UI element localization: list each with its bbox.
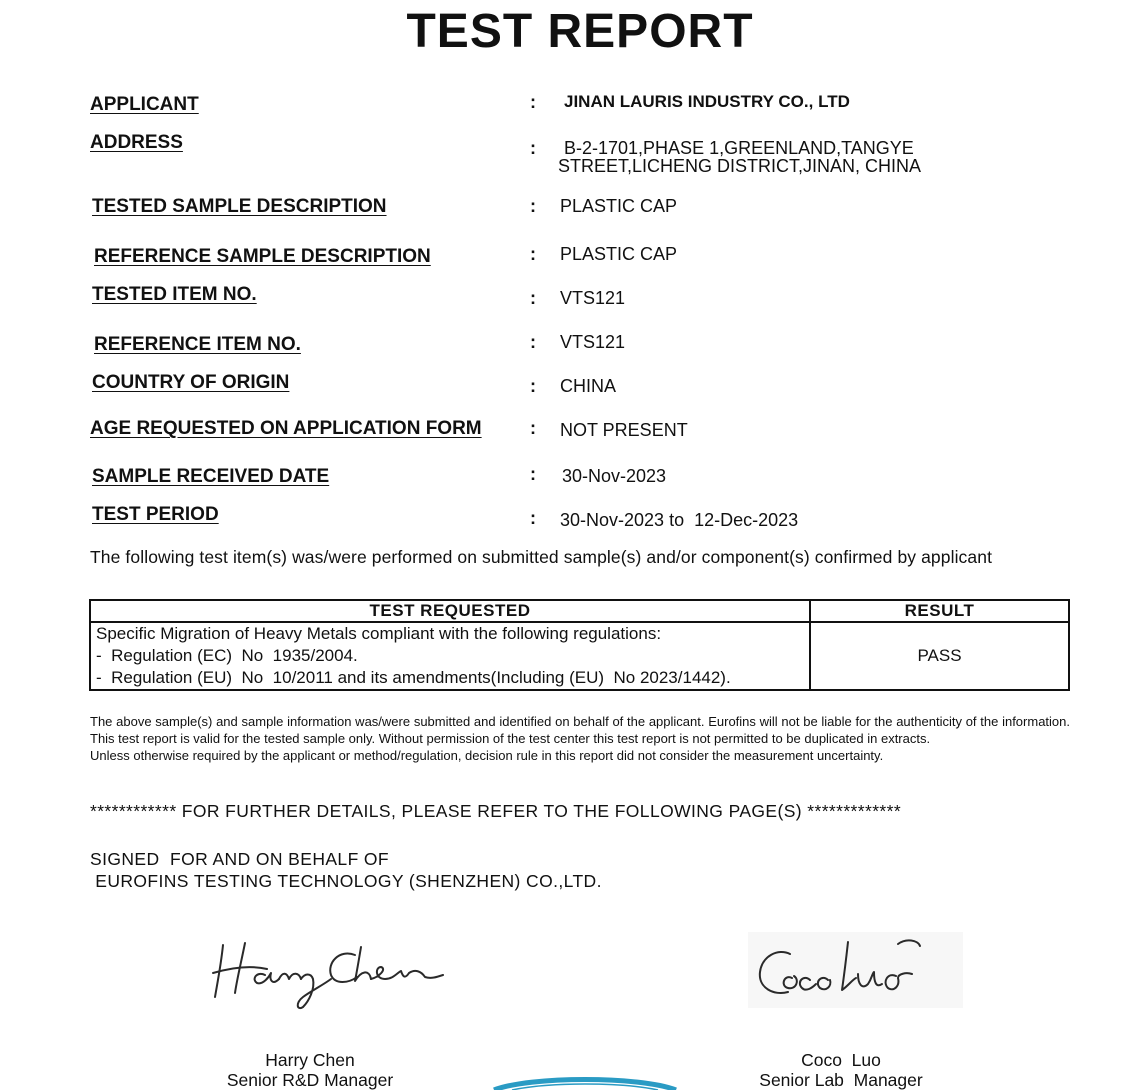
sample-received-date-label: SAMPLE RECEIVED DATE [92, 466, 330, 487]
intro-text: The following test item(s) was/were performed on submitted sample(s) and/or component(s) confirmed by applicant [90, 547, 993, 567]
tested-item-no-colon: : [530, 288, 536, 308]
signed-line2: EUROFINS TESTING TECHNOLOGY (SHENZHEN) CO.,LTD. [90, 871, 602, 891]
reference-item-no-value: VTS121 [560, 332, 626, 352]
table-row [90, 622, 1069, 690]
age-requested-colon: : [530, 418, 536, 438]
disclaimer-line1: The above sample(s) and sample information was/were submitted and identified on behalf of the applicant. Eurofins will not be liable for the authenticity of the information. This test report is valid for the tested sample only. Without permission of the test center this test report is not permitted to be duplicated in extracts. [90, 714, 1070, 746]
signed-block [90, 848, 602, 892]
applicant-value: JINAN LAURIS INDUSTRY CO., LTD [564, 92, 850, 111]
result-header: RESULT [810, 600, 1069, 622]
address-colon: : [530, 138, 536, 158]
reference-item-no-label: REFERENCE ITEM NO. [94, 334, 301, 355]
sample-received-date-colon: : [530, 464, 536, 484]
company-stamp [490, 1074, 680, 1090]
requested-line: - Regulation (EC) No 1935/2004. [96, 646, 358, 665]
report-title: TEST REPORT [406, 5, 754, 58]
country-of-origin-value: CHINA [560, 376, 617, 396]
further-details-note: ************ FOR FURTHER DETAILS, PLEASE REFER TO THE FOLLOWING PAGE(S) ************* [90, 801, 902, 821]
disclaimer [90, 713, 1070, 764]
tested-item-no-label: TESTED ITEM NO. [92, 284, 257, 305]
country-of-origin-colon: : [530, 376, 536, 396]
tested-sample-description-colon: : [530, 196, 536, 216]
requested-line: Specific Migration of Heavy Metals compliant with the following regulations: [96, 624, 662, 643]
address-value-line1: B-2-1701,PHASE 1,GREENLAND,TANGYE [564, 138, 914, 158]
signer-harry-chen [210, 1050, 410, 1090]
address-value-line2: STREET,LICHENG DISTRICT,JINAN, CHINA [558, 156, 922, 176]
tested-sample-description-label: TESTED SAMPLE DESCRIPTION [92, 196, 387, 217]
reference-item-no-colon: : [530, 332, 536, 352]
result-cell: PASS [810, 622, 1069, 690]
test-period-colon: : [530, 508, 536, 528]
sample-received-date-value: 30-Nov-2023 [562, 466, 667, 486]
applicant-colon: : [530, 92, 536, 112]
reference-sample-description-label: REFERENCE SAMPLE DESCRIPTION [94, 246, 431, 267]
results-table [89, 599, 1070, 691]
reference-sample-description-colon: : [530, 244, 536, 264]
requested-line: - Regulation (EU) No 10/2011 and its amendments(Including (EU) No 2023/1442). [96, 668, 731, 687]
signed-line1: SIGNED FOR AND ON BEHALF OF [90, 849, 390, 869]
test-requested-header: TEST REQUESTED [90, 600, 810, 622]
harry-chen-signature [205, 935, 455, 1015]
disclaimer-line2: Unless otherwise required by the applicant or method/regulation, decision rule in this report did not consider the measurement uncertainty. [90, 748, 884, 763]
signer-title: Senior Lab Manager [759, 1070, 923, 1090]
test-requested-cell [90, 622, 810, 690]
applicant-label: APPLICANT [90, 94, 199, 115]
signer-coco-luo [741, 1050, 941, 1090]
signer-name: Coco Luo [801, 1050, 881, 1070]
signer-title: Senior R&D Manager [226, 1070, 394, 1090]
country-of-origin-label: COUNTRY OF ORIGIN [92, 372, 290, 393]
address-label: ADDRESS [90, 132, 183, 153]
age-requested-label: AGE REQUESTED ON APPLICATION FORM [90, 418, 482, 439]
tested-sample-description-value: PLASTIC CAP [560, 196, 678, 216]
age-requested-value: NOT PRESENT [560, 420, 688, 440]
signer-name: Harry Chen [265, 1050, 355, 1070]
test-period-value: 30-Nov-2023 to 12-Dec-2023 [560, 510, 799, 530]
test-period-label: TEST PERIOD [92, 504, 219, 525]
coco-luo-signature [748, 930, 968, 1010]
tested-item-no-value: VTS121 [560, 288, 626, 308]
reference-sample-description-value: PLASTIC CAP [560, 244, 678, 264]
results-header-row [90, 600, 1069, 622]
